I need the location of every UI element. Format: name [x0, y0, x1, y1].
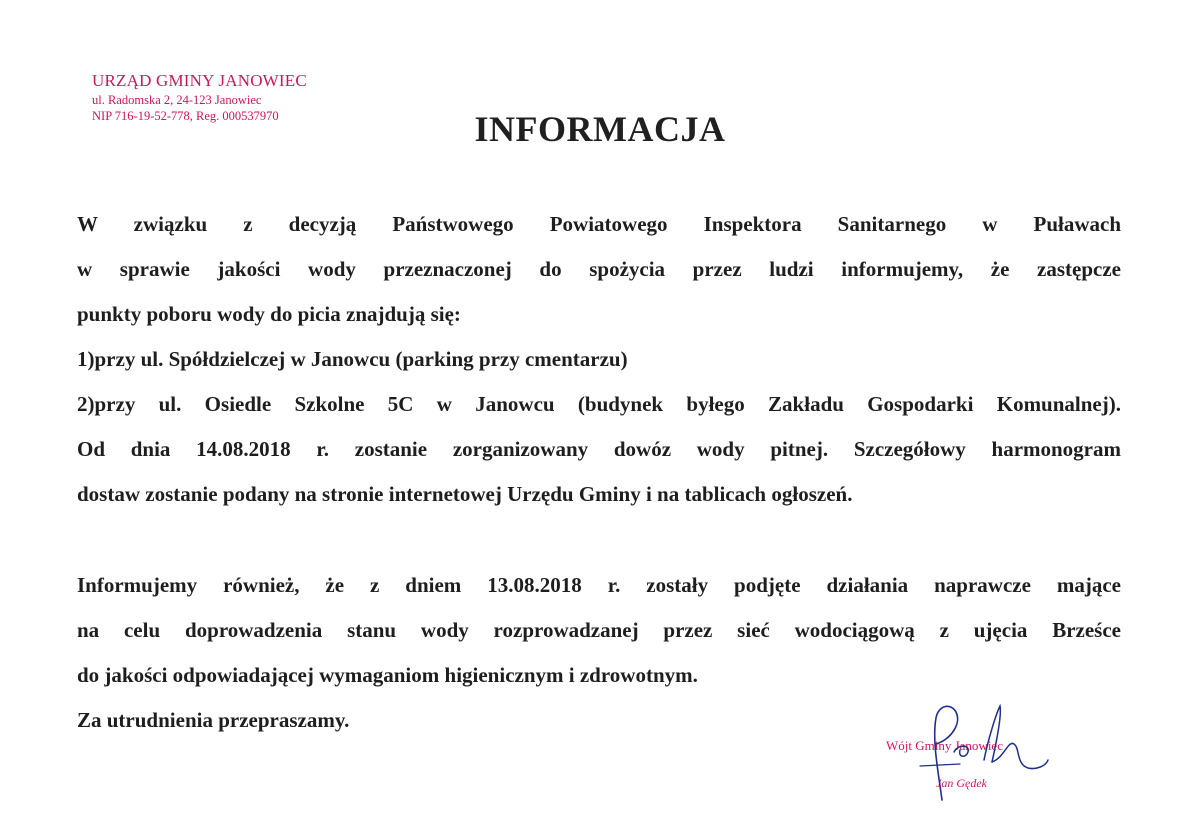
handwritten-signature-icon	[880, 700, 1050, 810]
document-title: INFORMACJA	[474, 109, 726, 149]
stamp-address: ul. Radomska 2, 24-123 Janowiec	[92, 92, 262, 107]
stamp-ids: NIP 716-19-52-778, Reg. 000537970	[92, 108, 279, 123]
body-line: na celu doprowadzenia stanu wody rozprowadzanej przez sieć wodociągową z ujęcia Brześce	[77, 618, 1121, 642]
body-line: W związku z decyzją Państwowego Powiatowego Inspektora Sanitarnego w Puławach	[77, 212, 1121, 236]
signature-stamp-role: Wójt Gminy Janowiec	[886, 738, 1003, 753]
signature-block	[880, 700, 1050, 810]
body-line: dostaw zostanie podany na stronie internetowej Urzędu Gminy i na tablicach ogłoszeń.	[77, 482, 853, 506]
body-line: punkty poboru wody do picia znajdują się:	[77, 302, 461, 326]
body-line: do jakości odpowiadającej wymaganiom higienicznym i zdrowotnym.	[77, 663, 698, 687]
signature-stamp-name: Jan Gędek	[936, 776, 987, 790]
body-line: Za utrudnienia przepraszamy.	[77, 708, 350, 732]
body-line: 2)przy ul. Osiedle Szkolne 5C w Janowcu (budynek byłego Zakładu Gospodarki Komunalnej).	[77, 392, 1121, 416]
document-body	[77, 204, 1121, 745]
body-line: Od dnia 14.08.2018 r. zostanie zorganizowany dowóz wody pitnej. Szczegółowy harmonogram	[77, 437, 1121, 461]
body-line: Informujemy również, że z dniem 13.08.2018 r. zostały podjęte działania naprawcze mające	[77, 573, 1121, 597]
stamp-office-name: URZĄD GMINY JANOWIEC	[92, 71, 307, 90]
body-line: w sprawie jakości wody przeznaczonej do spożycia przez ludzi informujemy, że zastępcze	[77, 257, 1121, 281]
paragraph-gap	[77, 519, 1121, 565]
body-line: 1)przy ul. Spółdzielczej w Janowcu (parking przy cmentarzu)	[77, 347, 628, 371]
